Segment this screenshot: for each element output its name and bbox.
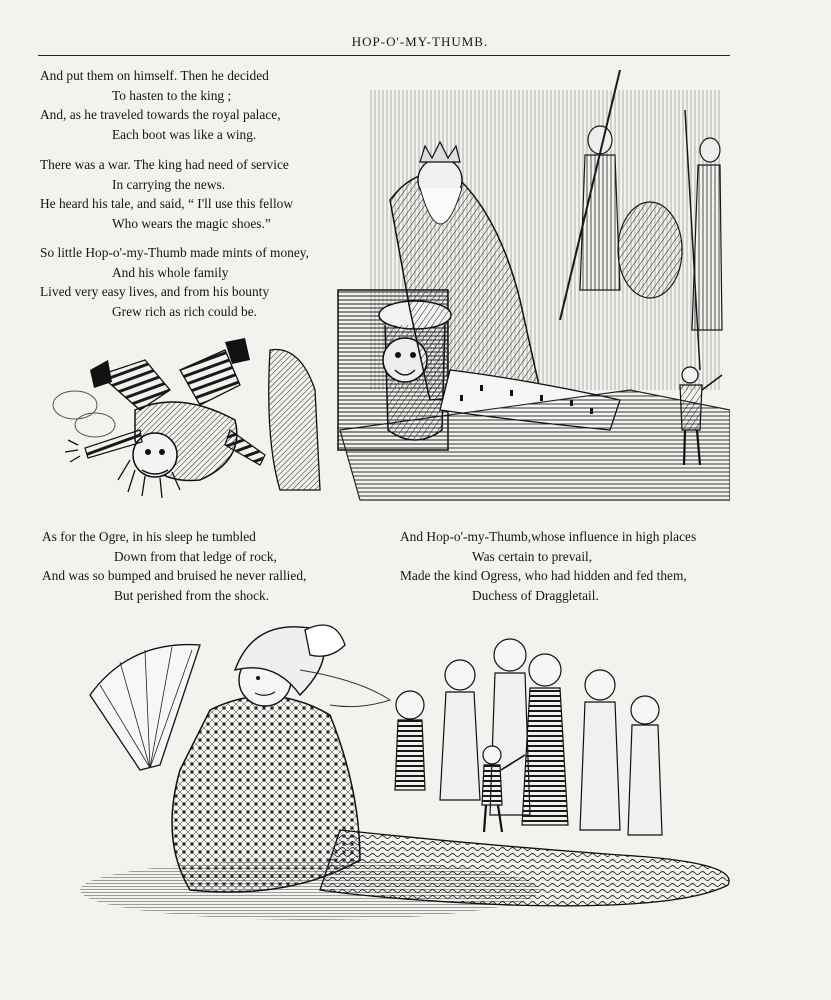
ogre-tumbling-engraving (50, 330, 330, 500)
stanza-2 (40, 155, 293, 233)
ogress-duchess-illustration (60, 600, 760, 940)
verse-line: Grew rich as rich could be. (112, 303, 258, 319)
verse-line: And, as he traveled towards the royal palace, (40, 107, 281, 122)
verse-line: And Hop-o'-my-Thumb,whose influence in high places (400, 529, 697, 544)
verse-line: He heard his tale, and said, “ I'll use this fellow (40, 196, 294, 211)
verse-line: And his whole family (112, 264, 229, 280)
verse-line: To hasten to the king ; (112, 87, 232, 103)
verse-line: Made the kind Ogress, who had hidden and fed them, (400, 568, 687, 583)
header-rule (38, 55, 730, 56)
ogre-tumbling-illustration (50, 330, 330, 500)
verse-line: But perished from the shock. (114, 587, 270, 603)
verse-line: Was certain to prevail, (472, 548, 593, 564)
running-head: HOP-O'-MY-THUMB. (351, 34, 489, 49)
verse-line: Lived very easy lives, and from his bounty (40, 284, 270, 299)
stanza-5 (400, 527, 696, 605)
verse-line: And was so bumped and bruised he never rallied, (42, 568, 307, 583)
verse-line: Down from that ledge of rock, (114, 548, 277, 564)
verse-line: Each boot was like a wing. (112, 126, 257, 142)
stanza-3 (40, 243, 309, 321)
verse-line: There was a war. The king had need of service (40, 157, 289, 172)
stanza-1 (40, 66, 281, 144)
verse-line: In carrying the news. (112, 176, 226, 192)
verse-line: Who wears the magic shoes.” (112, 215, 271, 231)
stanza-4 (42, 527, 306, 605)
verse-line: Duchess of Draggletail. (472, 587, 599, 603)
verse-line: As for the Ogre, in his sleep he tumbled (42, 529, 256, 544)
verse-line: And put them on himself. Then he decided (40, 68, 269, 83)
ogress-duchess-engraving (60, 600, 760, 940)
verse-line: So little Hop-o'-my-Thumb made mints of money, (40, 245, 309, 260)
king-throne-engraving (330, 70, 730, 510)
king-throne-illustration (330, 70, 730, 510)
